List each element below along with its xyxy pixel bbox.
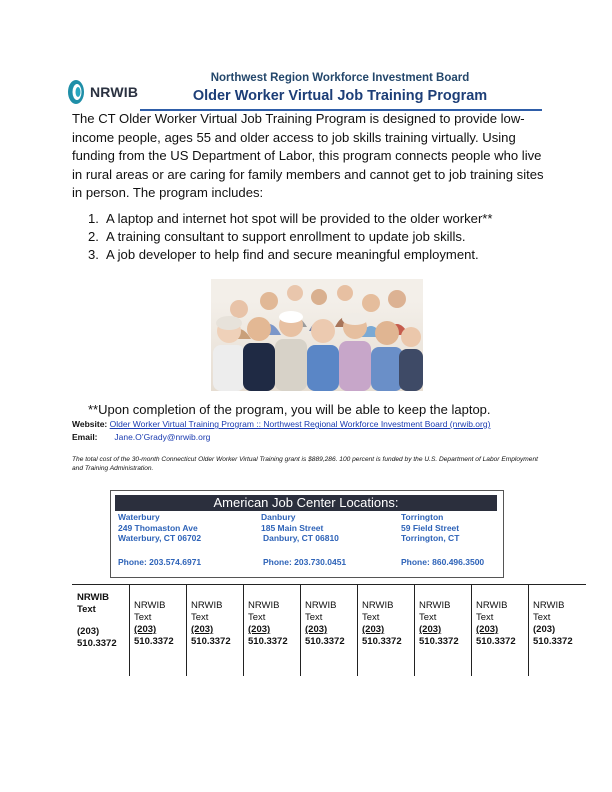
website-link[interactable]: Older Worker Virtual Training Program :: Northwest Regional Workforce Investment Board (nrwib.org) (109, 419, 491, 429)
tab-text-word: Text (305, 612, 323, 623)
intro-paragraph: The CT Older Worker Virtual Job Training Program is designed to provide low-income people, ages 55 and older access to job skills training virtually. Using funding from the US Department of Labor, this program connects people who live in rural areas or are caring for family members and cannot get to job training sites in person. The program includes: (72, 111, 544, 200)
tab-name: NRWIB (191, 600, 223, 611)
nrwib-logo (66, 78, 139, 108)
list-text: A job developer to help find and secure meaningful employment. (106, 247, 479, 262)
tab-area-code: (203) (77, 626, 100, 637)
tab-area-code: (203) (305, 624, 328, 635)
location-danbury (261, 512, 339, 544)
tab-area-code: (203) (248, 624, 271, 635)
tab-divider (243, 584, 244, 676)
list-text: A laptop and internet hot spot will be provided to the older worker** (106, 211, 493, 226)
phone-waterbury: Phone: 203.574.6971 (118, 557, 202, 567)
location-citystate: Danbury, CT 06810 (263, 533, 339, 543)
tab-divider (414, 584, 415, 676)
program-title: Older Worker Virtual Job Training Program (192, 88, 488, 104)
location-torrington (401, 512, 459, 544)
tear-off-tab[interactable] (243, 584, 300, 674)
tab-area-code: (203) (419, 624, 442, 635)
website-label: Website: (72, 419, 108, 429)
tab-number: 510.3372 (305, 636, 345, 647)
tab-name: NRWIB (305, 600, 337, 611)
tab-text-word: Text (533, 612, 551, 623)
job-center-heading: American Job Center Locations: (115, 495, 497, 511)
tear-off-tab[interactable] (471, 584, 528, 674)
tab-text-word: Text (419, 612, 437, 623)
tab-text-word: Text (77, 604, 96, 615)
tear-off-tab[interactable] (72, 584, 129, 674)
tear-off-tab[interactable] (186, 584, 243, 674)
list-number: 2. (88, 229, 99, 244)
location-address: 59 Field Street (401, 522, 460, 533)
location-city: Waterbury (118, 512, 160, 522)
tab-area-code: (203) (476, 624, 499, 635)
tab-number: 510.3372 (419, 636, 459, 647)
tear-off-tab[interactable] (300, 584, 357, 674)
org-name: Northwest Region Workforce Investment Board (210, 72, 470, 84)
tab-divider (357, 584, 358, 676)
tear-off-tab[interactable] (357, 584, 414, 674)
list-item (88, 246, 548, 264)
tab-number: 510.3372 (476, 636, 516, 647)
tab-area-code: (203) (191, 624, 214, 635)
location-citystate: Waterbury, CT 06702 (118, 533, 202, 543)
tab-text-word: Text (362, 612, 380, 623)
tab-text-word: Text (248, 612, 266, 623)
logo-mark-icon (66, 78, 86, 106)
tab-name: NRWIB (476, 600, 508, 611)
list-item (88, 210, 548, 228)
tab-number: 510.3372 (77, 638, 117, 649)
phone-torrington: Phone: 860.496.3500 (401, 557, 485, 567)
tab-area-code: (203) (533, 624, 556, 635)
tab-name: NRWIB (533, 600, 565, 611)
location-city: Danbury (261, 512, 296, 522)
location-city: Torrington (401, 512, 444, 522)
list-number: 3. (88, 247, 99, 262)
laptop-note: **Upon completion of the program, you will be able to keep the laptop. (88, 402, 491, 417)
list-text: A training consultant to support enrollment to update job skills. (106, 229, 466, 244)
tab-text-word: Text (476, 612, 494, 623)
tear-off-tab[interactable] (528, 584, 586, 674)
logo-text: NRWIB (90, 84, 139, 100)
tab-text-word: Text (134, 612, 152, 623)
tab-name: NRWIB (248, 600, 280, 611)
grant-note: The total cost of the 30-month Connecticut Older Worker Virtual Training grant is $889,286. 100 percent is funded by the U.S. Department of Labor Employment and Training Administration. (72, 456, 538, 472)
email-label: Email: (72, 432, 98, 442)
tab-number: 510.3372 (248, 636, 288, 647)
group-photo (211, 279, 423, 391)
tab-area-code: (203) (134, 624, 157, 635)
tab-name: NRWIB (77, 592, 110, 603)
tab-divider (300, 584, 301, 676)
location-address: 185 Main Street (261, 522, 324, 533)
list-item (88, 228, 548, 246)
location-address: 249 Thomaston Ave (118, 522, 198, 533)
tab-text-word: Text (191, 612, 209, 623)
program-list (88, 210, 548, 264)
tab-divider (471, 584, 472, 676)
tear-off-tab[interactable] (414, 584, 471, 674)
tab-name: NRWIB (134, 600, 166, 611)
group-photo-illustration (211, 279, 423, 391)
email-row (72, 432, 210, 442)
tab-number: 510.3372 (533, 636, 573, 647)
tab-name: NRWIB (362, 600, 394, 611)
job-center-box (110, 490, 504, 578)
tab-number: 510.3372 (134, 636, 174, 647)
tab-divider (528, 584, 529, 676)
location-citystate: Torrington, CT (401, 533, 460, 543)
tab-number: 510.3372 (191, 636, 231, 647)
tear-off-tab[interactable] (129, 584, 186, 674)
list-number: 1. (88, 211, 99, 226)
email-address[interactable]: Jane.O’Grady@nrwib.org (114, 432, 211, 442)
location-waterbury (118, 512, 201, 544)
website-row (72, 419, 490, 429)
tab-area-code: (203) (362, 624, 385, 635)
tab-number: 510.3372 (362, 636, 402, 647)
tab-divider (186, 584, 187, 676)
tab-divider (129, 584, 130, 676)
phone-danbury: Phone: 203.730.0451 (263, 557, 347, 567)
tab-name: NRWIB (419, 600, 451, 611)
